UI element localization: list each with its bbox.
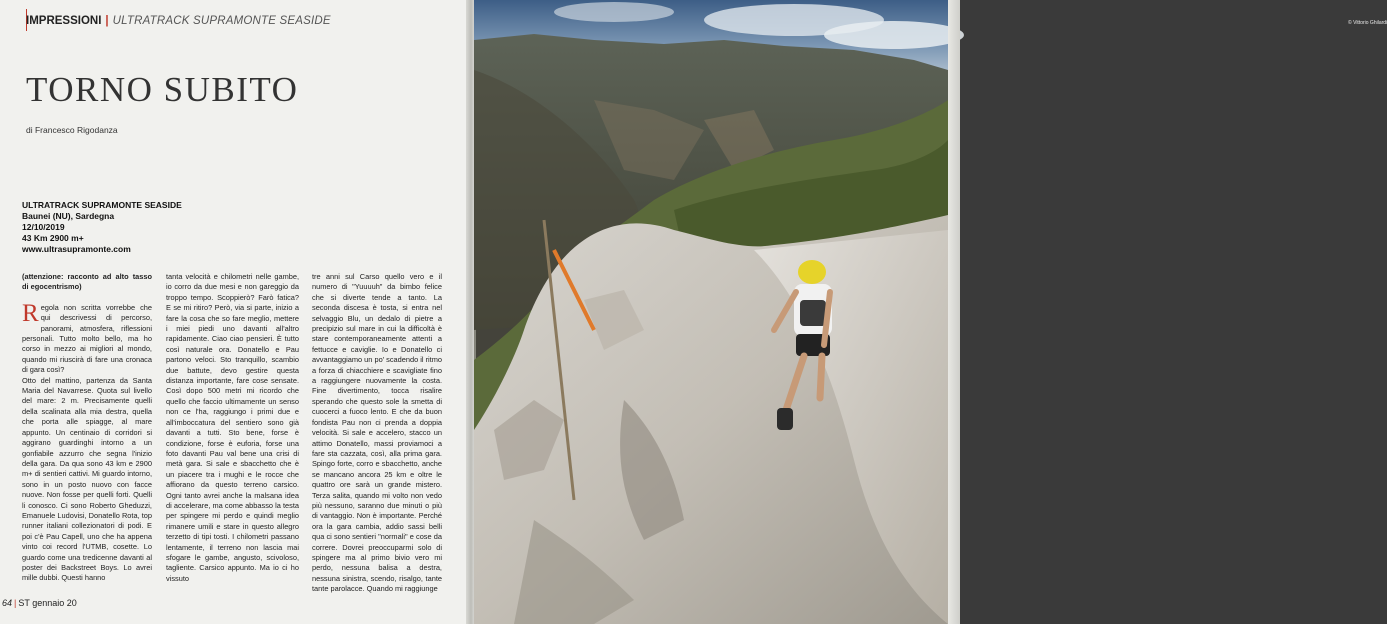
mountain-landscape-image <box>474 0 948 624</box>
article-title: TORNO SUBITO <box>26 70 299 109</box>
race-date: 12/10/2019 <box>22 222 65 232</box>
race-name: ULTRATRACK SUPRAMONTE SEASIDE <box>22 200 182 210</box>
article-byline: di Francesco Rigodanza <box>26 125 118 135</box>
left-page <box>0 0 472 624</box>
right-page-edge <box>948 0 960 624</box>
runner-leg <box>820 356 822 398</box>
cloud <box>824 21 964 49</box>
page-folio <box>2 598 77 608</box>
opening-text: egola non scritta vorrebbe che qui descrivessi di percorso, panorami, atmosfera, riflessioni personali. Tutto molto bello, ma ho corso in mezzo ai migliori al mondo, quando mi riuscirà di fare una cronaca di gara così? <box>22 302 152 375</box>
race-website: www.ultrasupramonte.com <box>22 244 131 254</box>
header-separator: | <box>105 15 109 27</box>
runner-cap <box>798 260 826 284</box>
race-info-box <box>22 200 182 255</box>
opening-paragraph <box>22 299 152 376</box>
page-number: 64 <box>2 598 13 608</box>
section-header <box>26 15 331 27</box>
photo-credit: © Vittorio Ghilardi <box>1348 20 1387 26</box>
column-2-text: tanta velocità e chilometri nelle gambe, io corro da due mesi e non gareggio da troppo tempo. Scoppierò? Farò fatica? E se mi ritiro? Però, via si parte, inizio a fare la cosa che so fare meglio, mettere i miei piedi uno davanti all'altro rapidamente. Ciao ciao pensieri. È tutto così naturale ora. Donatello e Pau partono veloci. Sto tranquillo, scambio due battute, devo gestire questa distanza importante, fare cose sensate. Così dopo 500 metri mi ricordo che quello che faccio ultimamente un senso non ce l'ha, raggiungo i primi due e all'imboccatura del sentiero sono già davanti a tutti. Sto bene, forse è condizione, forse è euforia, forse una foto davanti Pau val bene una crisi di metà gara. Si sale e sbacchetto che è un piacere tra i mughi e le rocce che affiorano da questo terreno carsico. Ogni tanto avrei anche la malsana idea di accelerare, ma come abbasso la testa per spingere mi perdo e quindi meglio rimanere umili e stare in questo allegro terzetto di tipi tosti. I chilometri passano lentamente, il terreno non lascia mai sfogare le gambe, angusto, scivoloso, tagliente. Carsico appunto. Ma io ci ho vissuto <box>166 272 299 583</box>
section-event-name: ULTRATRACK SUPRAMONTE SEASIDE <box>112 15 331 27</box>
trail-runner-photo <box>474 0 1387 624</box>
column-3-text: tre anni sul Carso quello vero e il numero di "Yuuuuh" da bimbo felice che si diverte tende a tanto. La seconda discesa è tosta, si entra nel selvaggio Blu, un dedalo di pietre a precipizio sul mare in cui la difficoltà è stare contemporaneamente attenti a fettucce e caviglie. Io e Donatello ci avvantaggiamo un po' scadendo il ritmo a forza di chiacchiere e scavigliate fino a raggiungere nuovamente la costa. Fine divertimento, tocca risalire sperando che questo sole la smetta di cuocerci a fuoco lento. E che da buon fondista Pau non ci prenda a doppia velocità. Si sale e accelero, stacco un attimo Donatello, massi proviamoci a fare sta cazzata, così, alla prima gara. Spingo forte, corro e sbacchetto, anche se mancano ancora 25 km e oltre le quattro ore sarà un grande mistero. Terza salita, quando mi volto non vedo più nessuno, saranno due minuti o più di vantaggio. Non è importante. Perché ora la gara cambia, addio sassi belli qua ci sono sentieri "normali" e cose da correre. Dovrei preoccuparmi solo di spingere ma al primo bivio vero mi perdo, nessuna balisa a destra, nessuna sinistra, scendo, risalgo, tante tante parolacce. Quando mi raggiunge <box>312 272 443 594</box>
runner-vest <box>800 300 826 326</box>
section-kicker: IMPRESSIONI <box>26 15 102 27</box>
text-column-3 <box>312 272 442 595</box>
editor-note: (attenzione: racconto ad alto tasso di egocentrismo) <box>22 272 152 292</box>
race-location: Baunei (NU), Sardegna <box>22 211 115 221</box>
cloud <box>554 2 674 22</box>
issue-label: ST gennaio 20 <box>18 598 77 608</box>
text-column-1 <box>22 272 152 584</box>
race-distance: 43 Km 2900 m+ <box>22 233 84 243</box>
text-column-2 <box>166 272 299 584</box>
folio-separator: | <box>14 598 17 608</box>
column-1-text: Otto del mattino, partenza da Santa Maria del Navarrese. Quota sul livello del mare: 2 m. Precisamente quelli della scalinata alla mia destra, quella che porta alle spiagge, al mare appunto. Un centinaio di corridori si aggirano guardinghi intorno a un gonfiabile azzurro che segna l'inizio della gara. Da qua sono 43 km e 2900 m+ di sentieri cattivi. Mi guardo intorno, sono in un posto nuovo con facce nuove. Non fosse per quelli forti. Quelli li conosco. Ci sono Roberto Gheduzzi, Emanuele Ludovisi, Donatello Rota, top runner italiani collezionatori di podi. E poi c'è Pau Capell, uno che ha appena vinto coi record l'UTMB, cosette. Lo guardo come una tredicenne davanti al poster dei Backstreet Boys. Lo avrei mille dubbi. Questi hanno <box>22 375 152 583</box>
drop-cap: R <box>22 299 39 327</box>
runner-shoe <box>777 408 793 430</box>
